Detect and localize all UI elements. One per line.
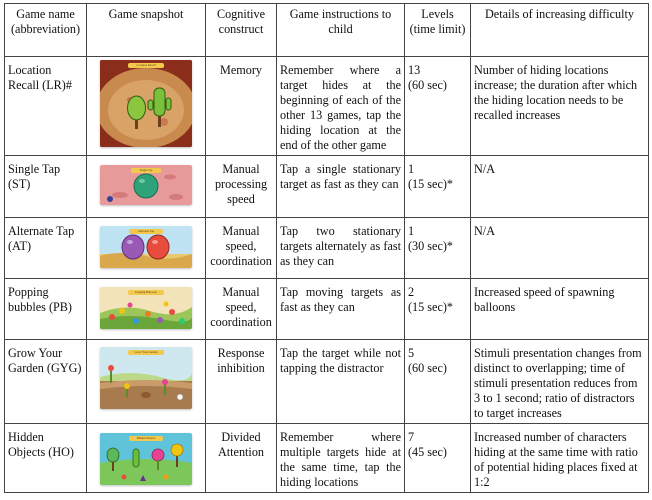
game-snapshot xyxy=(87,279,206,340)
game-name: Popping bubbles (PB) xyxy=(5,279,87,340)
games-table xyxy=(4,3,649,493)
game-name: Single Tap (ST) xyxy=(5,156,87,218)
game-instructions: Tap a single stationary target as fast as they can xyxy=(277,156,405,218)
table-row xyxy=(5,340,649,424)
cognitive-construct: Response inhibition xyxy=(206,340,277,424)
difficulty-details: Increased number of characters hiding at the same time with ratio of potential hiding places fixed at 1:2 xyxy=(471,424,649,493)
level-count: 5 xyxy=(408,346,415,360)
difficulty-details: N/A xyxy=(471,156,649,218)
snapshot-title: Single Tap xyxy=(131,168,161,173)
snapshot-title: Alternate Tap xyxy=(129,229,163,234)
snapshot-title: Hidden Objects xyxy=(129,436,163,441)
grow-your-garden-snapshot xyxy=(100,347,192,409)
time-limit: (60 sec) xyxy=(408,78,447,92)
cognitive-construct: Manual processing speed xyxy=(206,156,277,218)
header-instructions: Game instructions to child xyxy=(277,4,405,57)
difficulty-details: N/A xyxy=(471,218,649,279)
levels xyxy=(405,156,471,218)
snapshot-title: Location Recall xyxy=(128,63,164,68)
alternate-tap-snapshot xyxy=(100,226,192,268)
hidden-objects-snapshot xyxy=(100,433,192,485)
cognitive-construct: Memory xyxy=(206,57,277,156)
level-count: 1 xyxy=(408,224,415,238)
game-snapshot xyxy=(87,340,206,424)
game-snapshot xyxy=(87,218,206,279)
table-row xyxy=(5,424,649,493)
table-row xyxy=(5,218,649,279)
time-limit: (15 sec)* xyxy=(408,177,454,191)
single-tap-snapshot xyxy=(100,165,192,205)
header-difficulty: Details of increasing difficulty xyxy=(471,4,649,57)
cognitive-construct: Divided Attention xyxy=(206,424,277,493)
location-recall-snapshot xyxy=(100,60,192,147)
game-instructions: Remember where multiple targets hide at the same time, tap the hiding locations xyxy=(277,424,405,493)
snapshot-title: Grow Your Garden xyxy=(128,350,164,355)
location-recall-scene xyxy=(100,60,192,147)
time-limit: (45 sec) xyxy=(408,445,447,459)
header-game-name: Game name (abbreviation) xyxy=(5,4,87,57)
difficulty-details: Number of hiding locations increase; the duration after which the hiding location needs to be recalled increases xyxy=(471,57,649,156)
game-name: Location Recall (LR)# xyxy=(5,57,87,156)
levels xyxy=(405,424,471,493)
difficulty-details: Stimuli presentation changes from distinct to overlapping; time of stimuli presentation reduces from 3 to 1 second; ratio of distractors to target increases xyxy=(471,340,649,424)
level-count: 1 xyxy=(408,162,415,176)
level-count: 7 xyxy=(408,430,415,444)
game-snapshot xyxy=(87,156,206,218)
game-name: Alternate Tap (AT) xyxy=(5,218,87,279)
header-levels: Levels (time limit) xyxy=(405,4,471,57)
table-row xyxy=(5,156,649,218)
game-instructions: Tap moving targets as fast as they can xyxy=(277,279,405,340)
game-snapshot xyxy=(87,424,206,493)
time-limit: (30 sec)* xyxy=(408,239,454,253)
levels xyxy=(405,57,471,156)
level-count: 13 xyxy=(408,63,421,77)
grow-your-garden-scene xyxy=(100,347,192,409)
snapshot-title: Popping Balloons xyxy=(128,290,164,295)
header-snapshot: Game snapshot xyxy=(87,4,206,57)
levels xyxy=(405,218,471,279)
header-row xyxy=(5,4,649,57)
game-name: Hidden Objects (HO) xyxy=(5,424,87,493)
cognitive-construct: Manual speed, coordination xyxy=(206,218,277,279)
game-snapshot xyxy=(87,57,206,156)
cognitive-construct: Manual speed, coordination xyxy=(206,279,277,340)
levels xyxy=(405,340,471,424)
level-count: 2 xyxy=(408,285,415,299)
game-instructions: Tap the target while not tapping the distractor xyxy=(277,340,405,424)
table-row xyxy=(5,279,649,340)
game-instructions: Tap two stationary targets alternately as fast as they can xyxy=(277,218,405,279)
time-limit: (60 sec) xyxy=(408,361,447,375)
header-construct: Cognitive construct xyxy=(206,4,277,57)
table-row xyxy=(5,57,649,156)
levels xyxy=(405,279,471,340)
difficulty-details: Increased speed of spawning balloons xyxy=(471,279,649,340)
game-instructions: Remember where a target hides at the beginning of each of the other 13 games, tap the hiding location at the end of the other game xyxy=(277,57,405,156)
time-limit: (15 sec)* xyxy=(408,300,454,314)
popping-bubbles-snapshot xyxy=(100,287,192,329)
game-name: Grow Your Garden (GYG) xyxy=(5,340,87,424)
